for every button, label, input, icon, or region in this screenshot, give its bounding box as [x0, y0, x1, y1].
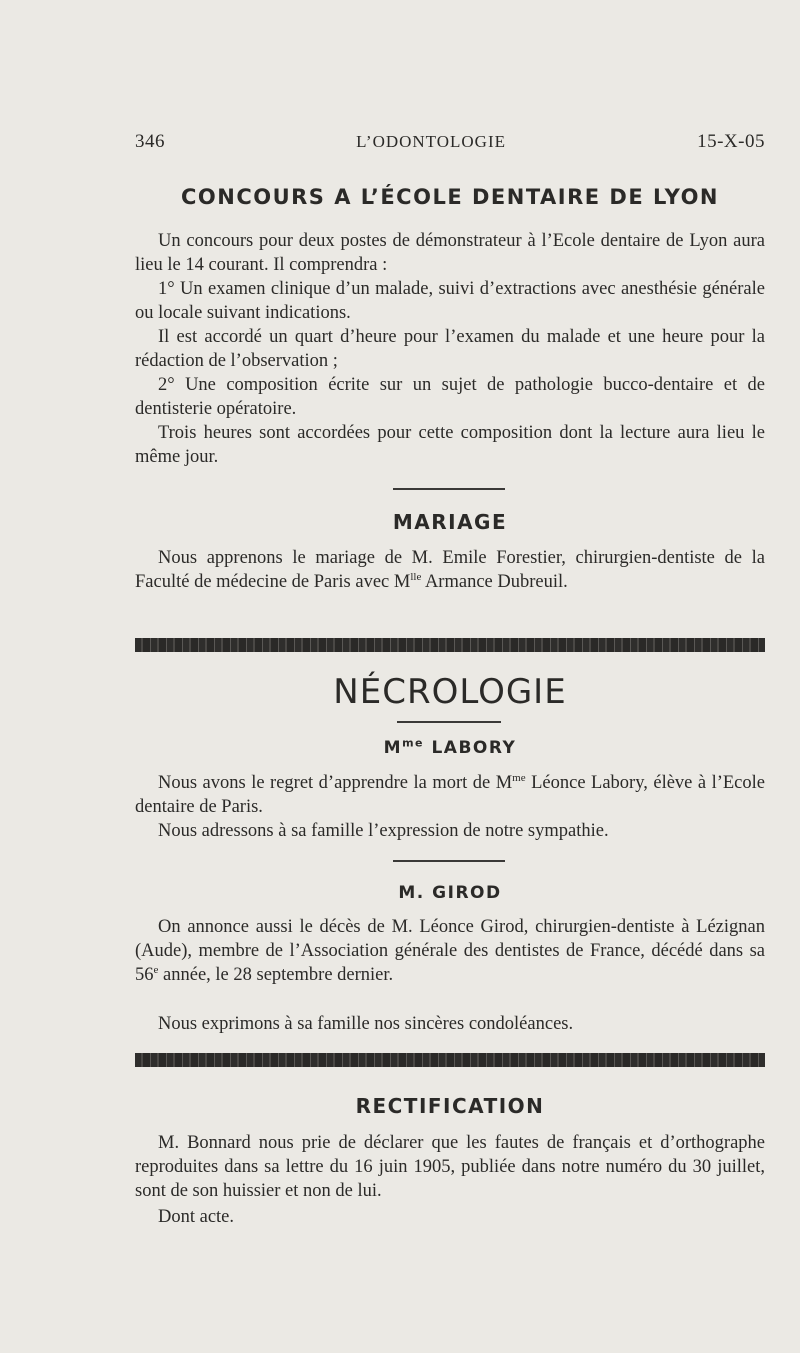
concours-paragraph-4: 2° Une composition écrite sur un sujet de pathologie bucco-dentaire et de dentisterie opératoire. [135, 375, 765, 419]
labory-paragraph-1: Nous avons le regret d’apprendre la mort de $M^{me}$ Léonce Labory, élève à l’Ecole dentaire de Paris. [135, 771, 765, 817]
concours-paragraph-3: Il est accordé un quart d’heure pour l’examen du malade et une heure pour la rédaction de l’observation ; [135, 327, 765, 371]
concours-paragraph-2: 1° Un examen clinique d’un malade, suivi d’extractions avec anesthésie générale ou locale suivant indications. [135, 279, 765, 323]
page-number: 346 [135, 131, 165, 152]
journal-title: L’ODONTOLOGIE [356, 132, 507, 151]
ornamental-band [135, 638, 765, 652]
labory-heading: $M^{me}$ LABORY [383, 736, 517, 758]
girod-paragraph-1: On annonce aussi le décès de M. Léonce Girod, chirurgien-dentiste à Lézignan (Aude), membre de l’Association générale des dentistes de France, décédé dans sa 56e année, le 28 septembre dernier. [135, 917, 765, 985]
section-divider [393, 488, 505, 490]
rectification-paragraph-2: Dont acte. [158, 1207, 235, 1227]
ornamental-band [135, 1053, 765, 1067]
rectification-paragraph-1: M. Bonnard nous prie de déclarer que les fautes de français et d’orthographe reproduites dans sa lettre du 16 juin 1905, publiée dans notre numéro du 30 juillet, sont de son huissier et non de lui. [135, 1133, 765, 1201]
rectification-heading: RECTIFICATION [355, 1094, 545, 1118]
girod-heading: M. GIROD [398, 883, 502, 903]
issue-date: 15-X-05 [697, 131, 765, 152]
concours-paragraph-1: Un concours pour deux postes de démonstrateur à l’Ecole dentaire de Lyon aura lieu le 14 courant. Il comprendra : [135, 231, 765, 275]
labory-paragraph-2: Nous adressons à sa famille l’expression de notre sympathie. [158, 821, 609, 841]
running-head [135, 131, 765, 153]
section-divider [393, 860, 505, 862]
section-divider [397, 721, 501, 723]
girod-paragraph-2: Nous exprimons à sa famille nos sincères condoléances. [158, 1014, 574, 1034]
concours-heading: CONCOURS A L’ÉCOLE DENTAIRE DE LYON [180, 185, 720, 209]
necrologie-heading: NÉCROLOGIE [333, 672, 567, 712]
mariage-paragraph: Nous apprenons le mariage de M. Emile Forestier, chirurgien-dentiste de la Faculté de médecine de Paris avec $M^{lle}$ Armance Dubreuil. [135, 548, 765, 592]
concours-paragraph-5: Trois heures sont accordées pour cette composition dont la lecture aura lieu le même jour. [135, 423, 765, 467]
mariage-heading: MARIAGE [392, 510, 508, 534]
